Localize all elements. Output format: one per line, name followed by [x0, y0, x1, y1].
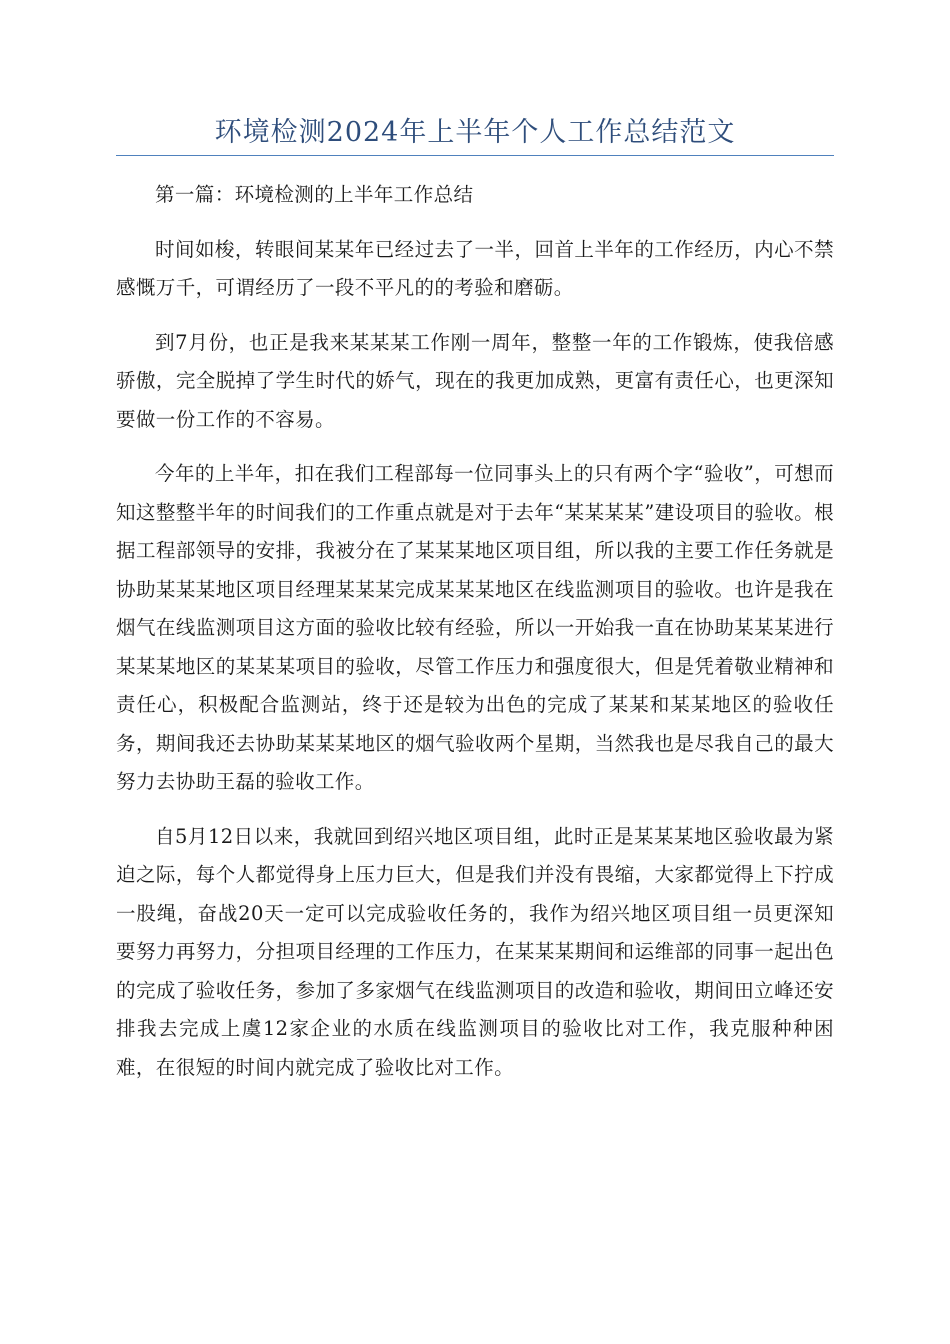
document-body	[116, 176, 834, 1087]
paragraph: 到7月份，也正是我来某某某工作刚一周年，整整一年的工作锻炼，使我倍感骄傲，完全脱掉了学生时代的娇气，现在的我更加成熟，更富有责任心，也更深知要做一份工作的不容易。	[116, 330, 834, 431]
section-heading: 第一篇：环境检测的上半年工作总结	[155, 183, 474, 206]
paragraph: 自5月12日以来，我就回到绍兴地区项目组，此时正是某某某地区验收最为紧迫之际，每个人都觉得身上压力巨大，但是我们并没有畏缩，大家都觉得上下拧成一股绳，奋战20天一定可以完成验收任务的，我作为绍兴地区项目组一员更深知要努力再努力，分担项目经理的工作压力，在某某某期间和运维部的同事一起出色的完成了验收任务，参加了多家烟气在线监测项目的改造和验收，期间田立峰还安排我去完成上虞12家企业的水质在线监测项目的验收比对工作，我克服种种困难，在很短的时间内就完成了验收比对工作。	[116, 824, 834, 1079]
paragraph: 今年的上半年，扣在我们工程部每一位同事头上的只有两个字“验收”，可想而知这整整半年的时间我们的工作重点就是对于去年“某某某某”建设项目的验收。根据工程部领导的安排，我被分在了某某某地区项目组，所以我的主要工作任务就是协助某某某地区项目经理某某某完成某某某地区在线监测项目的验收。也许是我在烟气在线监测项目这方面的验收比较有经验，所以一开始我一直在协助某某某进行某某某地区的某某某项目的验收，尽管工作压力和强度很大，但是凭着敬业精神和责任心，积极配合监测站，终于还是较为出色的完成了某某和某某地区的验收任务，期间我还去协助某某某地区的烟气验收两个星期，当然我也是尽我自己的最大努力去协助王磊的验收工作。	[116, 462, 834, 793]
title-underline	[116, 155, 834, 156]
paragraph: 时间如梭，转眼间某某年已经过去了一半，回首上半年的工作经历，内心不禁感慨万千，可谓经历了一段不平凡的的考验和磨砺。	[116, 237, 834, 299]
document-title: 环境检测2024年上半年个人工作总结范文	[214, 117, 736, 148]
